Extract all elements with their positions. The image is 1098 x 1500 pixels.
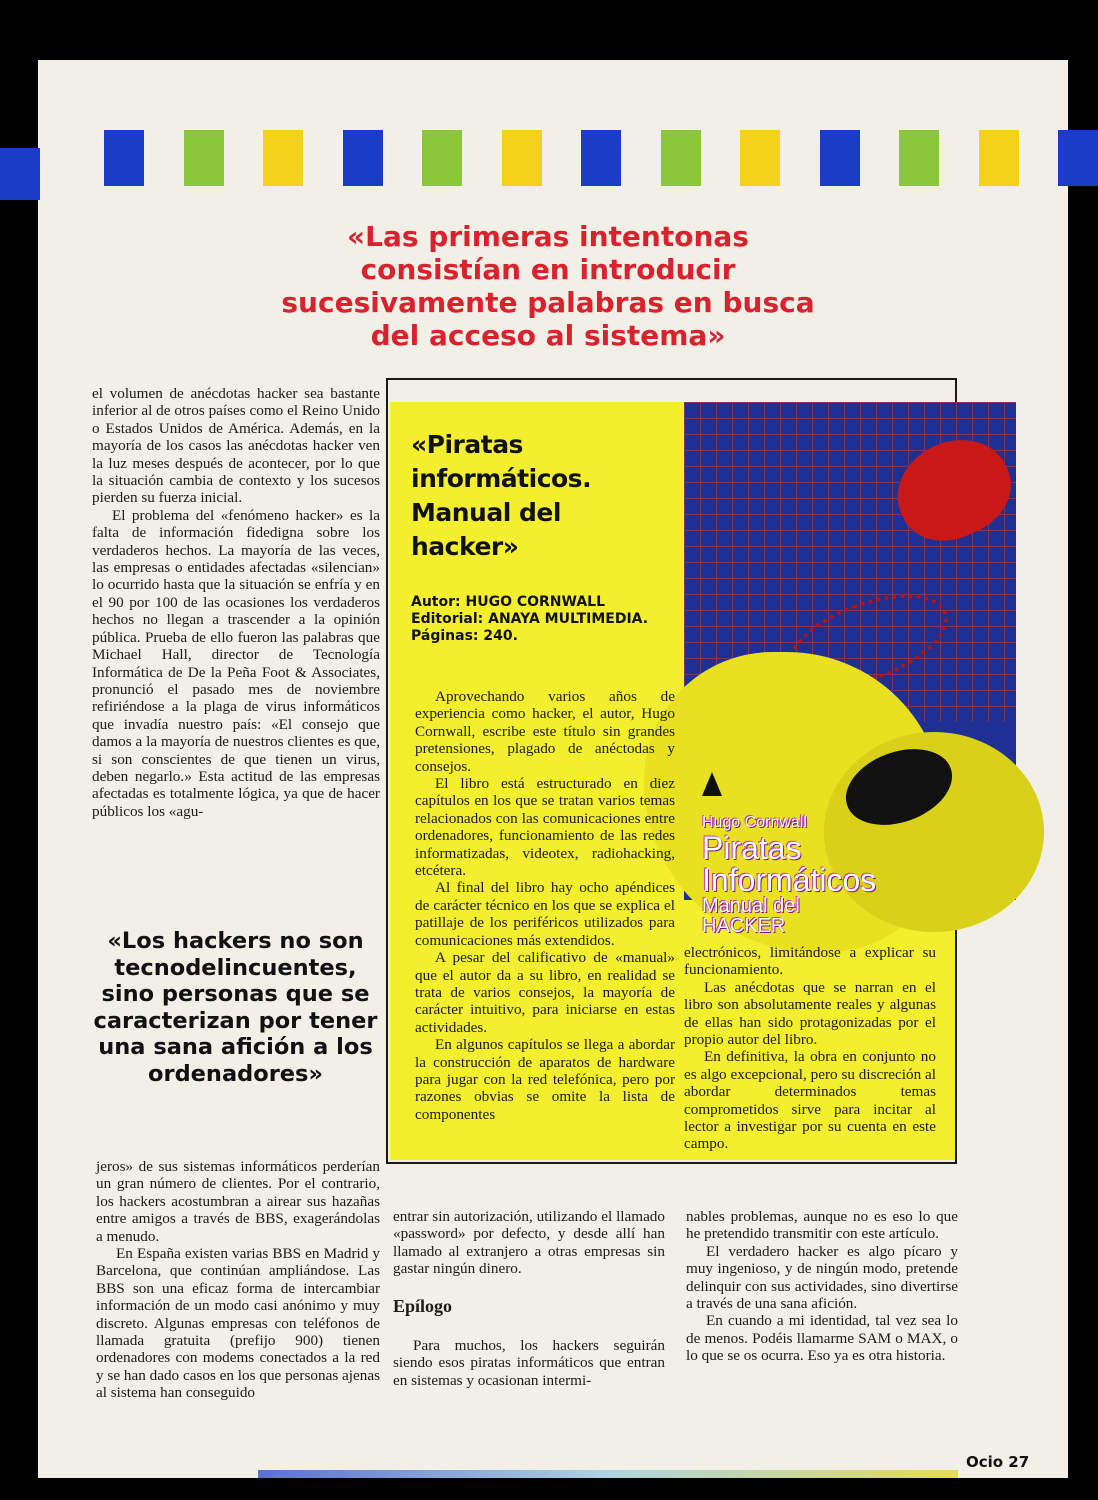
- paragraph: En cuando a mi identidad, tal vez sea lo de menos. Podéis llamarme SAM o MAX, o lo que se os ocurra. Eso ya es otra historia.: [686, 1312, 958, 1365]
- paragraph: El libro está estructurado en diez capítulos en los que se tratan varios temas relacionados con las comunicaciones entre ordenadores, funcionamiento de las redes informatizadas, videotex, radiohacking, etcétera.: [415, 775, 675, 880]
- top-pull-quote: «Las primeras intentonas consistían en introducir sucesivamente palabras en busca del acceso al sistema»: [281, 220, 815, 352]
- left-column-bottom: [96, 1158, 380, 1402]
- color-square: [740, 130, 780, 186]
- color-square: [979, 130, 1019, 186]
- left-column-top: [92, 385, 380, 820]
- cover-subtitle-line: HACKER: [702, 915, 786, 937]
- paragraph: En definitiva, la obra en conjunto no es algo excepcional, pero su discreción al abordar determinados temas comprometidos sirve para incitar al lector a investigar por su cuenta en este campo.: [684, 1048, 936, 1153]
- color-square: [1058, 130, 1098, 186]
- color-squares-strip: [38, 130, 1068, 186]
- cover-subtitle-line: Manual del: [702, 895, 800, 917]
- color-square: [502, 130, 542, 186]
- review-column-a: [415, 688, 675, 1123]
- left-color-tab: [0, 148, 40, 200]
- paragraph: entrar sin autorización, utilizando el llamado «password» por defecto, y desde allí han llamado al extranjero a otras empresas sin gastar ningún dinero.: [393, 1208, 665, 1278]
- paragraph: el volumen de anécdotas hacker sea bastante inferior al de otros países como el Reino Unido o Estados Unidos de América. Además, en la mayoría de los casos las anécdotas hacker ven la luz meses después de acontecer, por lo que la situación cambia de contexto y los sucesos pierden su fuerza inicial.: [92, 385, 380, 507]
- paragraph: Aprovechando varios años de experiencia como hacker, el autor, Hugo Cornwall, escribe este título sin grandes pretensiones, plagado de anéctodas y consejos.: [415, 688, 675, 775]
- color-square: [263, 130, 303, 186]
- color-square: [581, 130, 621, 186]
- section-heading: Epílogo: [393, 1295, 453, 1316]
- middle-column-bottom: [393, 1208, 665, 1389]
- cover-title-line: Informáticos: [702, 862, 877, 898]
- paragraph: Las anécdotas que se narran en el libro son absolutamente reales y algunas de ellas han sido protagonizadas por el propio autor del libro.: [684, 978, 936, 1049]
- cover-author: Hugo Cornwall: [702, 814, 807, 831]
- book-author: Autor: HUGO CORNWALL: [411, 594, 606, 610]
- publisher-logo-icon: [702, 772, 722, 796]
- paragraph: electrónicos, limitándose a explicar su funcionamiento.: [684, 944, 936, 979]
- color-square: [661, 130, 701, 186]
- cover-title-line: Piratas: [702, 830, 802, 866]
- color-square: [104, 130, 144, 186]
- color-square: [343, 130, 383, 186]
- paragraph: En España existen varias BBS en Madrid y Barcelona, que continúan ampliándose. Las BBS son una eficaz forma de intercambiar información de un modo casi anónimo y muy discreto. Algunas empresas con teléfonos de llamada gratuita (prefijo 900) tienen ordenadores con modems conectados a la red y se han dado casos en los que personas ajenas al sistema han conseguido: [96, 1245, 380, 1402]
- book-cover-image: [684, 402, 1016, 937]
- color-square: [820, 130, 860, 186]
- paragraph: jeros» de sus sistemas informáticos perderían un gran número de clientes. Por el contrario, los hackers acostumbran a airear sus hazañas entre amigos a través de BBS, exagerándolas a menudo.: [96, 1158, 380, 1245]
- color-square: [899, 130, 939, 186]
- paragraph: El problema del «fenómeno hacker» es la falta de información fidedigna sobre los verdaderos hechos. La mayoría de las veces, las empresas o entidades afectadas «silencian» lo ocurrido hasta que la situación se enfría y en el 90 por 100 de las ocasiones los verdaderos hechos no llegan a trascender a la opinión pública. Prueba de ello fueron las palabras que Michael Hall, director de Tecnología Informática de De la Peña Foot & Associates, pronunció el pasado mes de noviembre refiriéndose a la plaga de virus informáticos que invadía nuestro país: «El consejo que damos a la mayoría de nuestros clientes es que, si son conscientes de que tienen un virus, deben negarlo.» Esta actitud de las empresas afectadas es totalmente lógica, ya que de hacer públicos los «agu-: [92, 506, 380, 820]
- right-column-bottom: [686, 1208, 958, 1365]
- book-publisher: Editorial: ANAYA MULTIMEDIA.: [411, 611, 649, 627]
- review-column-b: [684, 944, 936, 1153]
- paragraph: El verdadero hacker es algo pícaro y muy ingenioso, y de ningún modo, pretende delinquir con sus actividades, sino divertirse a través de una sana afición.: [686, 1242, 958, 1313]
- left-pull-quote: «Los hackers no son tecnodelincuentes, sino personas que se caracterizan por tener una sana afición a los ordenadores»: [93, 928, 378, 1087]
- color-square: [422, 130, 462, 186]
- paragraph: Para muchos, los hackers seguirán siendo esos piratas informáticos que entran en sistemas y ocasionan intermi-: [393, 1337, 665, 1389]
- book-pages: Páginas: 240.: [411, 628, 518, 644]
- bottom-color-band: [258, 1470, 958, 1478]
- book-meta: [411, 594, 681, 645]
- paragraph: nables problemas, aunque no es eso lo que he pretendido transmitir con este artículo.: [686, 1208, 958, 1243]
- cover-text: [702, 814, 1022, 936]
- book-title: «Piratas informáticos. Manual del hacker»: [411, 430, 592, 561]
- magazine-page: [38, 60, 1068, 1478]
- color-square: [184, 130, 224, 186]
- page-number: Ocio 27: [966, 1453, 1030, 1471]
- paragraph: Al final del libro hay ocho apéndices de carácter técnico en los que se explica el patillaje de los periféricos utilizados para comunicaciones más extendidos.: [415, 879, 675, 949]
- paragraph: En algunos capítulos se llega a abordar la construcción de aparatos de hardware para jugar con la red telefónica, pero por razones obvias se omite la lista de componentes: [415, 1036, 675, 1123]
- paragraph: A pesar del calificativo de «manual» que el autor da a su libro, en realidad se trata de varios consejos, la mayoría de carácter intuitivo, para iniciarse en estas actividades.: [415, 949, 675, 1036]
